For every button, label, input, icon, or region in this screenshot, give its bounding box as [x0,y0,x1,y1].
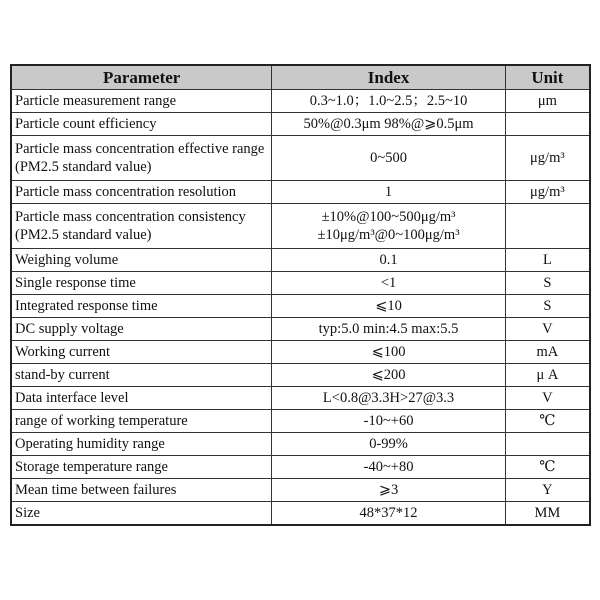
parameter-cell: Particle count efficiency [11,113,272,136]
unit-cell: ℃ [505,410,590,433]
unit-cell: L [505,249,590,272]
unit-cell [505,113,590,136]
index-cell: -40~+80 [272,456,505,479]
index-cell: 0.1 [272,249,505,272]
index-cell: 0~500 [272,136,505,181]
table-row [11,136,590,181]
header-unit: Unit [505,65,590,90]
table-row [11,341,590,364]
unit-cell: S [505,272,590,295]
index-cell: 0.3~1.0；1.0~2.5；2.5~10 [272,90,505,113]
parameter-cell: Integrated response time [11,295,272,318]
unit-cell: ℃ [505,456,590,479]
parameter-cell: Weighing volume [11,249,272,272]
parameter-cell: DC supply voltage [11,318,272,341]
unit-cell [505,204,590,249]
index-cell: 50%@0.3μm 98%@⩾0.5μm [272,113,505,136]
index-cell: ⩽10 [272,295,505,318]
index-cell: 0-99% [272,433,505,456]
table-row [11,249,590,272]
index-cell: 1 [272,181,505,204]
index-cell: typ:5.0 min:4.5 max:5.5 [272,318,505,341]
parameter-cell: Particle measurement range [11,90,272,113]
unit-cell: V [505,318,590,341]
parameter-cell: stand-by current [11,364,272,387]
unit-cell: mA [505,341,590,364]
parameter-cell: Particle mass concentration consistency (PM2.5 standard value) [11,204,272,249]
unit-cell: MM [505,502,590,526]
index-cell: L<0.8@3.3H>27@3.3 [272,387,505,410]
header-row [11,65,590,90]
index-line: ±10%@100~500μg/m³ [321,209,456,225]
parameter-cell: Working current [11,341,272,364]
parameter-cell: range of working temperature [11,410,272,433]
header-index: Index [272,65,505,90]
parameter-cell: Single response time [11,272,272,295]
unit-cell: μg/m³ [505,181,590,204]
table-row [11,295,590,318]
parameter-cell: Operating humidity range [11,433,272,456]
table-row [11,113,590,136]
unit-cell: S [505,295,590,318]
table-row [11,410,590,433]
unit-cell: V [505,387,590,410]
table-row [11,502,590,526]
header-parameter: Parameter [11,65,272,90]
table-row [11,204,590,249]
index-cell [272,204,505,249]
unit-cell: μm [505,90,590,113]
index-cell: -10~+60 [272,410,505,433]
unit-cell [505,433,590,456]
parameter-cell: Particle mass concentration resolution [11,181,272,204]
index-cell: 48*37*12 [272,502,505,526]
table-row [11,387,590,410]
table-row [11,318,590,341]
parameter-cell: Mean time between failures [11,479,272,502]
index-cell: ⩽100 [272,341,505,364]
unit-cell: μ A [505,364,590,387]
index-cell: ⩽200 [272,364,505,387]
table-row [11,456,590,479]
unit-cell: Y [505,479,590,502]
index-cell: ⩾3 [272,479,505,502]
table-row [11,364,590,387]
parameter-cell: Particle mass concentration effective range (PM2.5 standard value) [11,136,272,181]
table-row [11,479,590,502]
table-row [11,90,590,113]
table-row [11,433,590,456]
parameter-cell: Size [11,502,272,526]
table-row [11,272,590,295]
unit-cell: μg/m³ [505,136,590,181]
parameter-cell: Data interface level [11,387,272,410]
parameter-cell: Storage temperature range [11,456,272,479]
table-row [11,181,590,204]
index-line: ±10μg/m³@0~100μg/m³ [317,227,460,243]
spec-table [10,64,591,526]
index-cell: <1 [272,272,505,295]
